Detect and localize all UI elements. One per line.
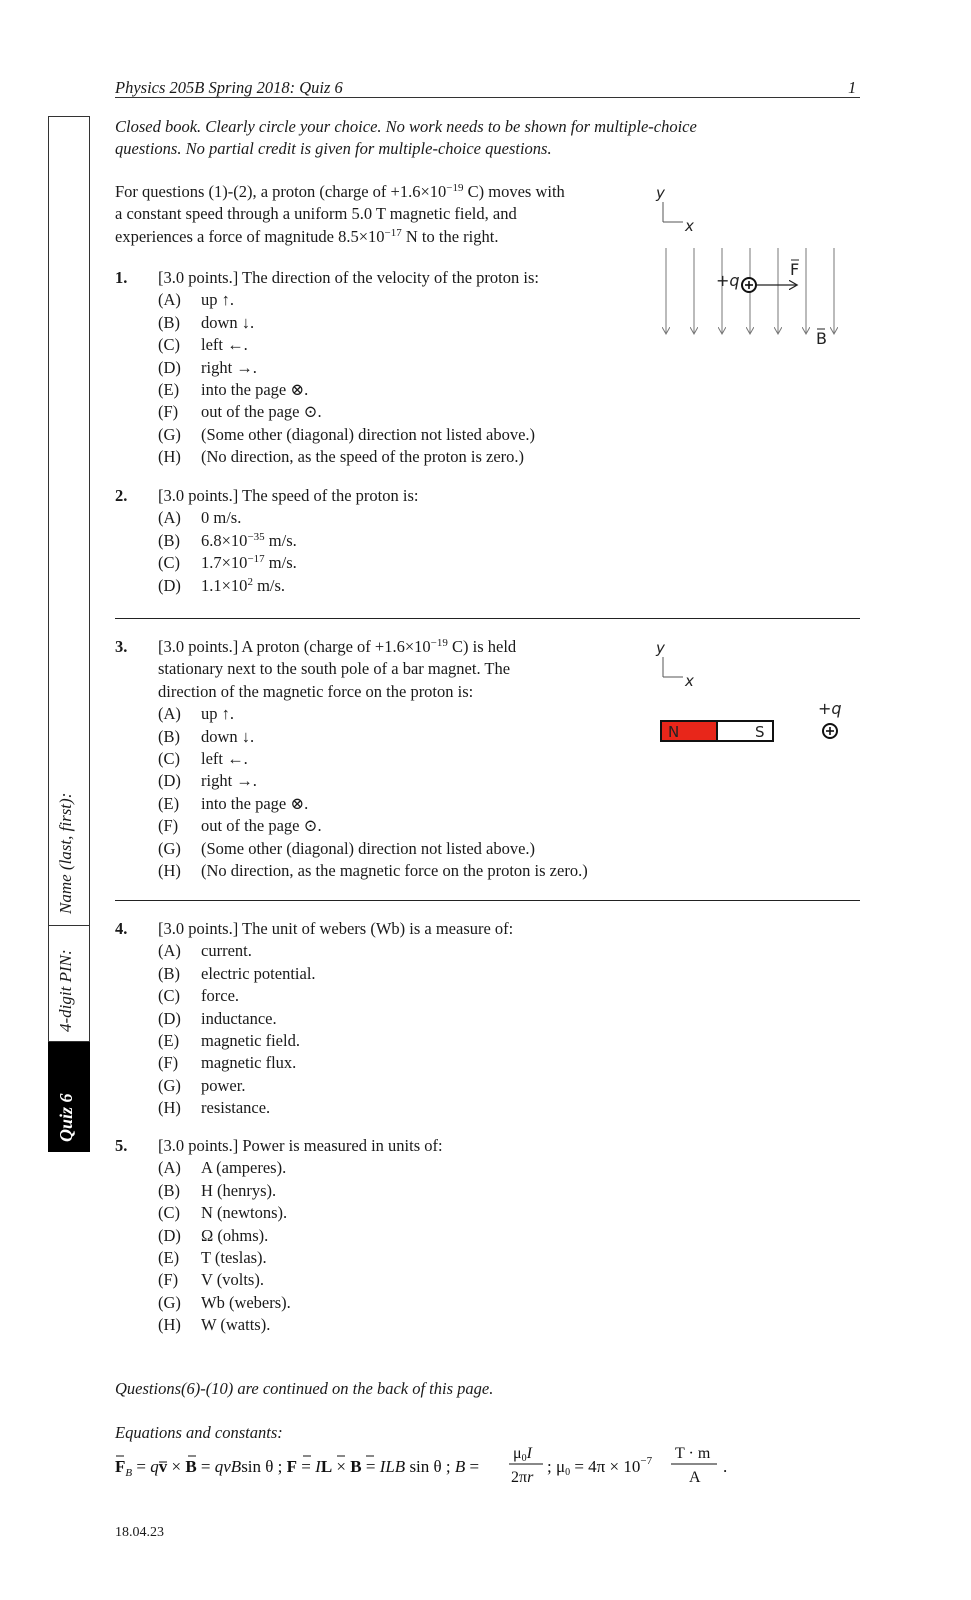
q5-option-g[interactable]: [158, 1292, 443, 1314]
q4-option-a[interactable]: [158, 940, 513, 962]
option-text: current.: [201, 941, 252, 961]
name-label: Name (last, first):: [56, 792, 75, 914]
option-letter: (H): [158, 447, 181, 467]
q3-option-h[interactable]: [158, 860, 588, 882]
option-letter: (C): [158, 553, 180, 573]
option-letter: (B): [158, 1180, 180, 1200]
force-label: F: [790, 260, 800, 279]
equations-svg: [115, 1440, 755, 1492]
intro-line-1-post: C) moves with: [463, 182, 565, 201]
option-letter: (E): [158, 1247, 180, 1267]
question-5-number: 5.: [115, 1136, 128, 1155]
svg-text:2πr: 2πr: [511, 1469, 534, 1486]
option-letter: (A): [158, 508, 181, 528]
option-letter: (E): [158, 793, 180, 813]
instructions: [115, 116, 855, 161]
q3-option-a[interactable]: [158, 703, 516, 725]
intro-line-3-exp: −17: [384, 226, 402, 239]
question-1-number: 1.: [115, 268, 128, 287]
question-2: [115, 485, 675, 600]
option-letter: (D): [158, 771, 181, 791]
stem-text: [3.0 points.] A proton (charge of +1.6×10: [158, 637, 431, 656]
q3-option-e[interactable]: [158, 793, 516, 815]
option-text: up ↑.: [201, 704, 234, 724]
intro-line-1-pre: For questions (1)-(2), a proton (charge of +1.6×10: [115, 182, 447, 201]
option-text: 1.1×10: [201, 575, 248, 595]
q3-option-b[interactable]: [158, 726, 516, 748]
option-letter: (G): [158, 838, 181, 858]
option-letter: (A): [158, 290, 181, 310]
option-letter: (B): [158, 726, 180, 746]
option-text: Ω (ohms).: [201, 1225, 269, 1245]
question-2-stem: [3.0 points.] The speed of the proton is:: [158, 486, 419, 505]
question-4: [115, 918, 675, 1118]
intro-line-3-pre: experiences a force of magnitude 8.5×10: [115, 226, 385, 246]
section-divider: [115, 618, 860, 619]
equations-heading: Equations and constants:: [115, 1423, 283, 1442]
option-letter: (D): [158, 1008, 181, 1028]
field-diagram: [650, 180, 855, 355]
option-text: magnetic flux.: [201, 1053, 297, 1073]
q1-option-d[interactable]: [158, 357, 539, 379]
stem-exponent: −19: [430, 637, 448, 649]
q4-option-b[interactable]: [158, 963, 513, 985]
name-field[interactable]: [48, 116, 90, 926]
option-text: down ↓.: [201, 726, 255, 746]
q1-option-h[interactable]: [158, 446, 539, 468]
option-text: H (henrys).: [201, 1180, 277, 1200]
south-label: S: [755, 723, 765, 741]
option-letter: (C): [158, 986, 180, 1006]
option-text: out of the page ⊙.: [201, 402, 322, 422]
question-3-stem-line-2: stationary next to the south pole of a bar magnet. The: [158, 659, 511, 679]
magnet-diagram: [650, 635, 855, 750]
option-unit: m/s.: [264, 530, 297, 550]
q5-option-b[interactable]: [158, 1180, 443, 1202]
stem-text: C) is held: [447, 637, 517, 656]
instructions-line-1: Closed book. Clearly circle your choice. No work needs to be shown for multiple-choice: [115, 117, 697, 136]
option-text: left ←.: [201, 335, 248, 355]
svg-text:A: A: [689, 1469, 701, 1486]
q1-option-a[interactable]: [158, 289, 539, 311]
charge-label: +q: [716, 271, 740, 290]
question-3-number: 3.: [115, 637, 128, 656]
option-text: resistance.: [201, 1098, 271, 1118]
svg-text:T · m: T · m: [675, 1445, 711, 1462]
option-letter: (D): [158, 575, 181, 595]
q1-option-g[interactable]: [158, 424, 539, 446]
intro-line-2: a constant speed through a uniform 5.0 T magnetic field, and: [115, 204, 517, 224]
option-letter: (H): [158, 860, 181, 880]
q5-option-d[interactable]: [158, 1225, 443, 1247]
option-text: W (watts).: [201, 1315, 271, 1335]
axis-x-label: x: [685, 217, 694, 235]
option-text: down ↓.: [201, 312, 255, 332]
option-text: N (newtons).: [201, 1203, 288, 1223]
option-text: electric potential.: [201, 963, 316, 983]
option-letter: (F): [158, 402, 179, 422]
q3-option-f[interactable]: [158, 815, 516, 837]
option-text: 1.7×10: [201, 553, 248, 573]
intro-q1-q2: [115, 181, 655, 248]
option-text: T (teslas).: [201, 1247, 267, 1267]
q3-option-c[interactable]: [158, 748, 516, 770]
option-text: inductance.: [201, 1008, 277, 1028]
question-3: [115, 636, 675, 880]
option-exponent: −35: [247, 530, 265, 543]
option-exponent: −17: [247, 553, 265, 566]
option-letter: (B): [158, 530, 180, 550]
option-text: right →.: [201, 771, 257, 791]
page-number: 1: [848, 78, 857, 97]
pin-field[interactable]: [48, 926, 90, 1042]
option-letter: (C): [158, 1203, 180, 1223]
q5-option-e[interactable]: [158, 1247, 443, 1269]
option-text: (Some other (diagonal) direction not listed above.): [201, 838, 536, 858]
q4-option-h[interactable]: [158, 1097, 513, 1119]
quiz-tab: [48, 1042, 90, 1152]
option-text: force.: [201, 986, 240, 1006]
instructions-line-2: questions. No partial credit is given for multiple-choice questions.: [115, 139, 552, 159]
q5-option-f[interactable]: [158, 1269, 443, 1291]
option-letter: (B): [158, 312, 180, 332]
field-label: B: [816, 329, 827, 348]
header-rule: [115, 97, 860, 98]
option-letter: (D): [158, 357, 181, 377]
question-4-number: 4.: [115, 919, 128, 938]
question-3-stem-line-3: direction of the magnetic force on the proton is:: [158, 681, 474, 701]
footer-date: 18.04.23: [115, 1525, 164, 1540]
charge-label: +q: [818, 699, 842, 718]
option-letter: (E): [158, 379, 180, 399]
option-text: up ↑.: [201, 290, 234, 310]
q5-option-h[interactable]: [158, 1314, 443, 1336]
question-1: [115, 267, 675, 467]
q2-option-b[interactable]: [158, 530, 418, 552]
option-letter: (A): [158, 941, 181, 961]
option-letter: (E): [158, 1030, 180, 1050]
q2-option-d[interactable]: [158, 575, 418, 597]
q4-option-c[interactable]: [158, 985, 513, 1007]
question-5: [115, 1135, 675, 1335]
equations-formula: [115, 1440, 755, 1497]
option-letter: (C): [158, 748, 180, 768]
q3-option-g[interactable]: [158, 838, 536, 860]
option-text: 0 m/s.: [201, 508, 242, 528]
pin-label: 4-digit PIN:: [56, 949, 75, 1032]
q4-option-e[interactable]: [158, 1030, 513, 1052]
option-text: (No direction, as the speed of the proton is zero.): [201, 447, 525, 467]
q1-option-c[interactable]: [158, 334, 539, 356]
option-letter: (F): [158, 816, 179, 836]
option-letter: (B): [158, 963, 180, 983]
svg-text:FB = qv × B = qvBsin θ ; F =: $F_B$ = qv × B = qvBsin θ ; F = IL × B = ILB sin θ ; B =: [115, 1457, 480, 1479]
option-text: Wb (webers).: [201, 1292, 291, 1312]
question-1-stem: [3.0 points.] The direction of the velocity of the proton is:: [158, 268, 539, 287]
quiz-tab-label: Quiz 6: [56, 1093, 76, 1142]
option-text: power.: [201, 1075, 246, 1095]
option-text: 6.8×10: [201, 530, 248, 550]
section-divider: [115, 900, 860, 901]
option-text: (No direction, as the magnetic force on the proton is zero.): [201, 860, 588, 880]
option-exponent: 2: [247, 575, 253, 588]
svg-text:; μ0 = 4π × 10−7: ; $\mu 0 = 4\pi \times 10^{-7}$: [547, 1455, 653, 1478]
option-unit: m/s.: [252, 575, 286, 595]
option-letter: (H): [158, 1315, 181, 1335]
intro-line-3-post: N to the right.: [401, 226, 499, 246]
q2-option-a[interactable]: [158, 507, 418, 529]
option-text: A (amperes).: [201, 1158, 287, 1178]
option-letter: (F): [158, 1270, 179, 1290]
axis-y-label: y: [656, 184, 665, 202]
option-text: out of the page ⊙.: [201, 816, 322, 836]
svg-text:μ0I: μ0I: [513, 1445, 532, 1464]
option-letter: (H): [158, 1098, 181, 1118]
intro-line-1-exp: −19: [446, 182, 464, 194]
q4-option-g[interactable]: [158, 1075, 513, 1097]
option-letter: (G): [158, 1292, 181, 1312]
q4-option-f[interactable]: [158, 1052, 513, 1074]
north-label: N: [668, 723, 680, 741]
axis-x-label: x: [685, 672, 694, 690]
option-letter: (G): [158, 1075, 181, 1095]
option-unit: m/s.: [264, 553, 297, 573]
q3-option-d[interactable]: [158, 770, 516, 792]
magnet-south-pole: [717, 721, 773, 741]
question-4-stem: [3.0 points.] The unit of webers (Wb) is a measure of:: [158, 919, 514, 938]
option-letter: (G): [158, 424, 181, 444]
svg-text:.: .: [723, 1457, 728, 1476]
option-text: (Some other (diagonal) direction not listed above.): [201, 424, 536, 444]
continued-note: Questions(6)-(10) are continued on the back of this page.: [115, 1379, 494, 1398]
option-text: V (volts).: [201, 1270, 264, 1290]
option-letter: (A): [158, 704, 181, 724]
option-text: into the page ⊗.: [201, 793, 309, 813]
q1-option-b[interactable]: [158, 312, 539, 334]
option-text: right →.: [201, 357, 257, 377]
q5-option-c[interactable]: [158, 1202, 443, 1224]
option-letter: (C): [158, 335, 180, 355]
page-header-title: Physics 205B Spring 2018: Quiz 6: [115, 78, 343, 97]
option-text: into the page ⊗.: [201, 379, 309, 399]
option-text: magnetic field.: [201, 1030, 300, 1050]
q1-option-f[interactable]: [158, 401, 539, 423]
q1-option-e[interactable]: [158, 379, 539, 401]
question-2-number: 2.: [115, 486, 128, 505]
option-letter: (D): [158, 1225, 181, 1245]
axis-y-label: y: [656, 639, 665, 657]
q2-option-c[interactable]: [158, 552, 418, 574]
question-5-stem: [3.0 points.] Power is measured in units of:: [158, 1136, 443, 1155]
question-3-stem-line-1: [158, 636, 516, 658]
option-letter: (F): [158, 1053, 179, 1073]
q5-option-a[interactable]: [158, 1157, 443, 1179]
option-text: left ←.: [201, 748, 248, 768]
q4-option-d[interactable]: [158, 1008, 513, 1030]
option-letter: (A): [158, 1158, 181, 1178]
